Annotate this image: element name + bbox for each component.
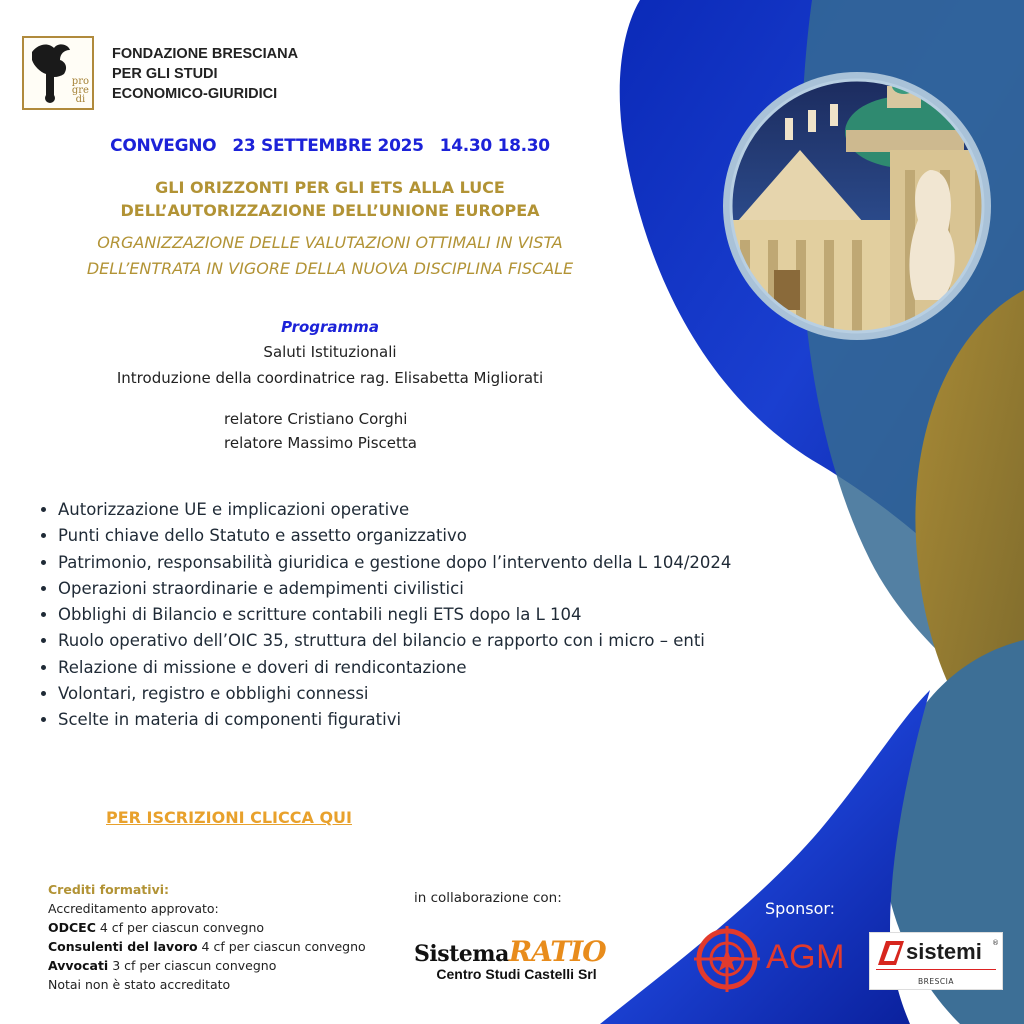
credit-org: Avvocati bbox=[48, 958, 109, 973]
credits-note: Notai non è stato accreditato bbox=[48, 977, 231, 992]
register-link[interactable]: PER ISCRIZIONI CLICCA QUI bbox=[106, 808, 352, 827]
sistema-ratio-logo bbox=[414, 935, 619, 982]
foundation-line: PER GLI STUDI bbox=[112, 66, 218, 82]
credit-text: 3 cf per ciascun convegno bbox=[108, 958, 277, 973]
event-date-line bbox=[60, 136, 600, 156]
credit-item bbox=[48, 937, 366, 956]
topic-item: • Scelte in materia di componenti figurativi bbox=[58, 707, 731, 733]
collaboration-label: in collaborazione con: bbox=[414, 890, 562, 906]
topic-item: • Relazione di missione e doveri di rendicontazione bbox=[58, 655, 731, 681]
ratio-logo-sub: Centro Studi Castelli Srl bbox=[436, 966, 597, 982]
ratio-logo-accent: RATIO bbox=[508, 935, 606, 968]
credits-block bbox=[48, 880, 366, 994]
credit-item bbox=[48, 918, 366, 937]
program-intro: Introduzione della coordinatrice rag. Elisabetta Migliorati bbox=[116, 369, 544, 387]
logo-word-line: pro bbox=[71, 76, 89, 87]
topic-item: • Autorizzazione UE e implicazioni operative bbox=[58, 497, 731, 523]
topic-item: • Operazioni straordinarie e adempimenti civilistici bbox=[58, 576, 731, 602]
crosshair-target-icon bbox=[694, 926, 760, 992]
credit-org: Consulenti del lavoro bbox=[48, 939, 198, 954]
sistemi-word: sistemi bbox=[906, 939, 982, 964]
title-line: DELL’AUTORIZZAZIONE DELL’UNIONE EUROPEA bbox=[120, 201, 540, 220]
event-time: 14.30 18.30 bbox=[439, 136, 550, 156]
agm-logo bbox=[694, 926, 864, 992]
sponsor-label: Sponsor: bbox=[765, 899, 836, 918]
event-date: 23 SETTEMBRE 2025 bbox=[232, 136, 424, 156]
event-title bbox=[20, 176, 640, 222]
ratio-logo-word: Sistema bbox=[414, 941, 509, 967]
credits-title: Crediti formativi: bbox=[48, 882, 170, 897]
event-label: CONVEGNO bbox=[110, 136, 217, 156]
topic-item: • Ruolo operativo dell’OIC 35, struttura del bilancio e rapporto con i micro – enti bbox=[58, 628, 731, 654]
credits-approved: Accreditamento approvato: bbox=[48, 901, 219, 916]
logo-word-line: di bbox=[75, 94, 86, 105]
subtitle-line: DELL’ENTRATA IN VIGORE DELLA NUOVA DISCIPLINA FISCALE bbox=[86, 259, 574, 278]
title-line: GLI ORIZZONTI PER GLI ETS ALLA LUCE bbox=[155, 178, 505, 197]
foundation-name bbox=[112, 44, 298, 104]
foundation-line: FONDAZIONE BRESCIANA bbox=[112, 46, 299, 62]
topic-item: • Patrimonio, responsabilità giuridica e gestione dopo l’intervento della L 104/2024 bbox=[58, 550, 731, 576]
topic-item: • Volontari, registro e obblighi connessi bbox=[58, 681, 731, 707]
subtitle-line: ORGANIZZAZIONE DELLE VALUTAZIONI OTTIMALI IN VISTA bbox=[97, 233, 563, 252]
foundation-line: ECONOMICO-GIURIDICI bbox=[112, 86, 278, 102]
topic-item: • Punti chiave dello Statuto e assetto organizzativo bbox=[58, 523, 731, 549]
red-arrow-logo-icon bbox=[876, 937, 906, 967]
logo-word bbox=[72, 77, 89, 104]
program-label: Programma bbox=[281, 318, 379, 336]
program-greeting: Saluti Istituzionali bbox=[263, 343, 397, 361]
credit-text: 4 cf per ciascun convegno bbox=[197, 939, 366, 954]
topic-item: • Obblighi di Bilancio e scritture contabili negli ETS dopo la L 104 bbox=[58, 602, 731, 628]
sistemi-sub: BRESCIA bbox=[918, 977, 954, 986]
speaker-line: relatore Massimo Piscetta bbox=[224, 434, 417, 452]
credit-org: ODCEC bbox=[48, 920, 96, 935]
sistemi-divider bbox=[876, 969, 996, 970]
credit-text: 4 cf per ciascun convegno bbox=[95, 920, 265, 935]
sistemi-logo bbox=[869, 932, 1003, 990]
topics-list bbox=[34, 497, 731, 734]
sistemi-reg: ® bbox=[992, 939, 999, 947]
credit-item bbox=[48, 956, 366, 975]
ratio-logo-main bbox=[414, 935, 619, 968]
agm-text: AGM bbox=[766, 938, 845, 976]
foundation-logo bbox=[22, 36, 94, 110]
speaker-line: relatore Cristiano Corghi bbox=[224, 410, 408, 428]
event-subtitle bbox=[20, 230, 640, 282]
logo-word-line: gre bbox=[71, 85, 89, 96]
